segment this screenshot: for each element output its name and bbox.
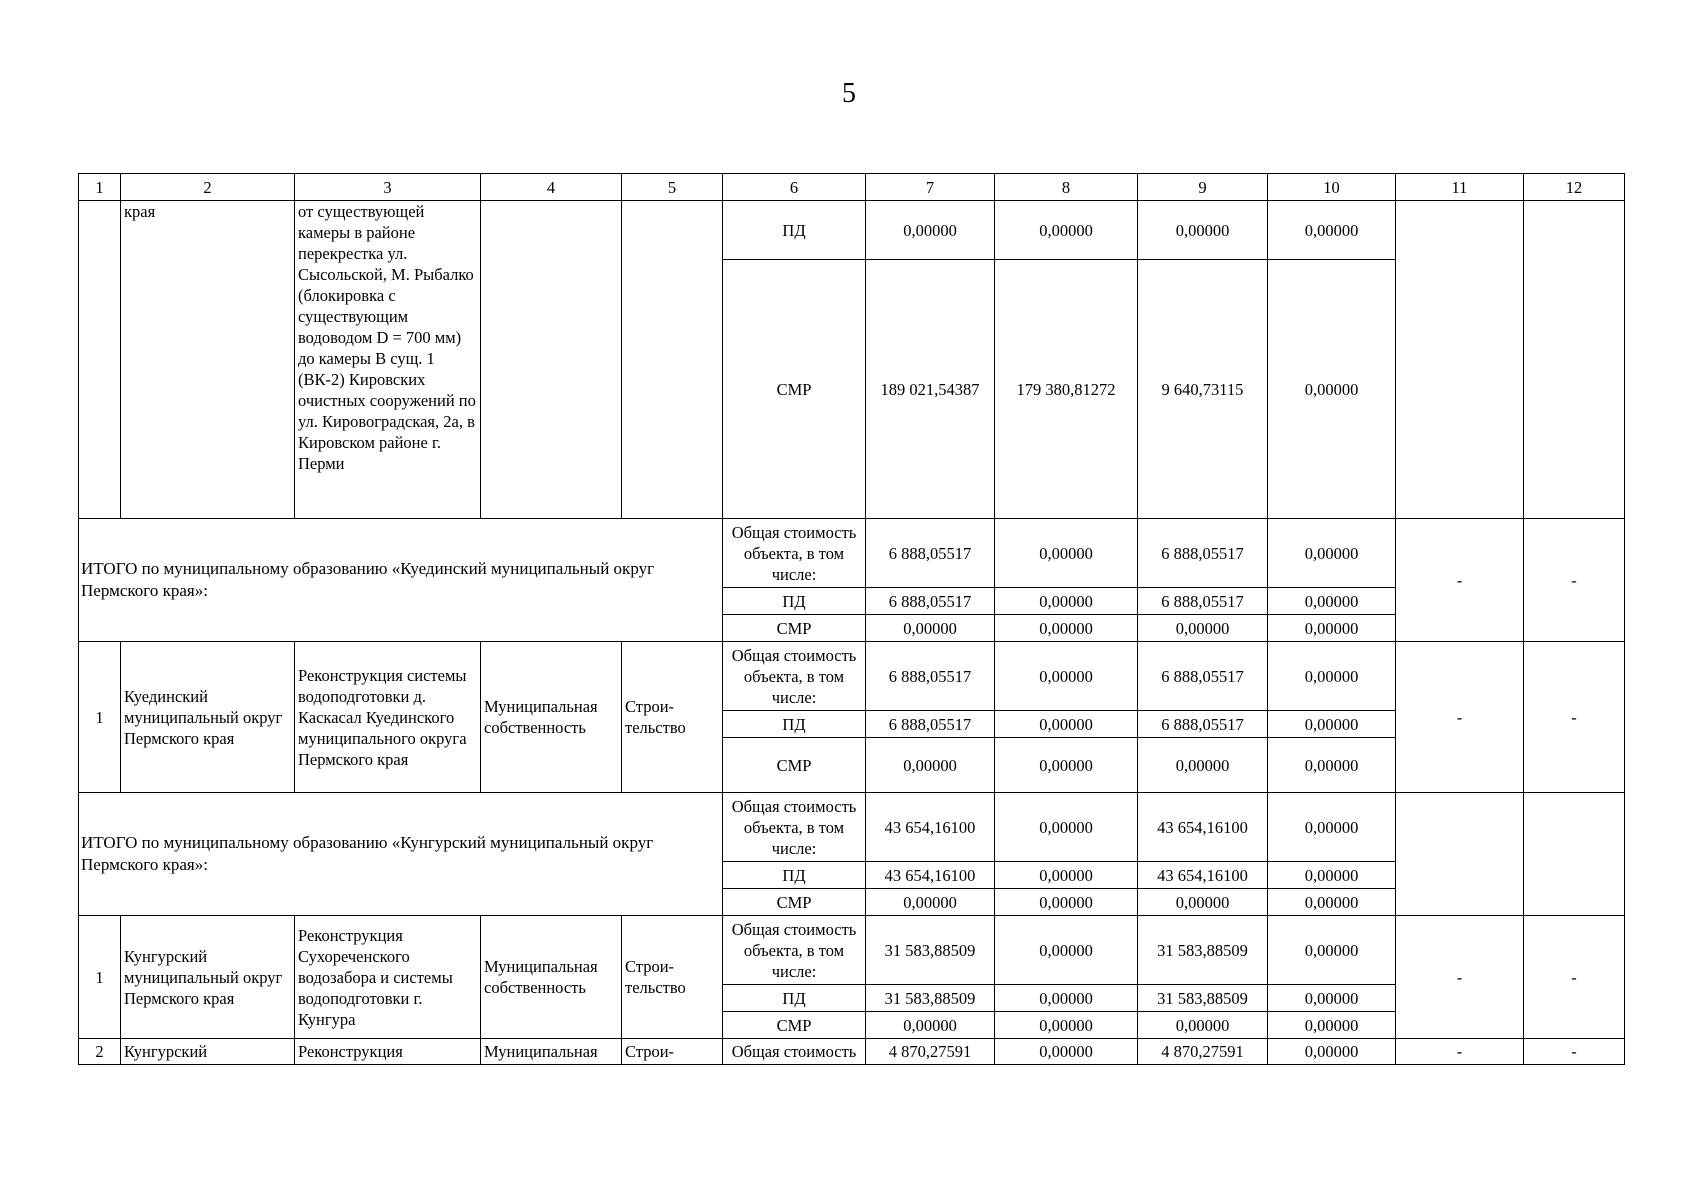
row-number: 2 — [79, 1039, 121, 1065]
ownership-cell: Муниципальная собственность — [481, 916, 622, 1039]
table-row — [79, 916, 1625, 985]
cost-type-label: ПД — [723, 201, 866, 260]
col12-cell: - — [1524, 642, 1625, 793]
col12-cell: - — [1524, 519, 1625, 642]
value-cell: 6 888,05517 — [866, 711, 995, 738]
cell-empty — [1396, 793, 1524, 916]
cell-empty — [79, 201, 121, 519]
value-cell: 6 888,05517 — [866, 642, 995, 711]
col-number: 10 — [1268, 174, 1396, 201]
table-row — [79, 793, 1625, 862]
value-cell: 0,00000 — [1268, 711, 1396, 738]
cell-empty — [622, 201, 723, 519]
value-cell: 0,00000 — [995, 1012, 1138, 1039]
value-cell: 31 583,88509 — [866, 916, 995, 985]
ownership-cell: Муниципальная — [481, 1039, 622, 1065]
budget-table — [78, 173, 1625, 1065]
col12-cell: - — [1524, 916, 1625, 1039]
cost-type-label: СМР — [723, 615, 866, 642]
object-name-cell: Реконструкция системы водоподготовки д. Каскасал Куединского муниципального округа Пермского края — [295, 642, 481, 793]
value-cell: 43 654,16100 — [866, 793, 995, 862]
value-cell: 0,00000 — [866, 738, 995, 793]
value-cell: 0,00000 — [995, 889, 1138, 916]
cell-empty — [1396, 201, 1524, 519]
value-cell: 6 888,05517 — [1138, 711, 1268, 738]
col11-cell: - — [1396, 1039, 1524, 1065]
value-cell: 0,00000 — [1138, 201, 1268, 260]
value-cell: 6 888,05517 — [866, 588, 995, 615]
value-cell: 0,00000 — [1138, 889, 1268, 916]
value-cell: 0,00000 — [1268, 1012, 1396, 1039]
col12-cell: - — [1524, 1039, 1625, 1065]
cell-empty — [481, 201, 622, 519]
object-name-cell: от существующей камеры в районе перекрестка ул. Сысольской, М. Рыбалко (блокировка с существующим водоводом D = 700 мм) до камеры В сущ. 1 (ВК-2) Кировских очистных сооружений по ул. Кировоградская, 2а, в Кировском районе г. Перми — [295, 201, 481, 519]
cost-type-label: Общая стоимость объекта, в том числе: — [723, 793, 866, 862]
value-cell: 0,00000 — [866, 889, 995, 916]
cost-type-label: Общая стоимость объекта, в том числе: — [723, 519, 866, 588]
value-cell: 0,00000 — [1268, 642, 1396, 711]
col-number: 11 — [1396, 174, 1524, 201]
value-cell: 0,00000 — [1268, 588, 1396, 615]
ownership-cell: Муниципальная собственность — [481, 642, 622, 793]
value-cell: 0,00000 — [1268, 615, 1396, 642]
municipality-total-title: ИТОГО по муниципальному образованию «Куединский муниципальный округ Пермского края»: — [79, 519, 723, 642]
cost-type-label: Общая стоимость объекта, в том числе: — [723, 642, 866, 711]
value-cell: 0,00000 — [995, 615, 1138, 642]
col-number: 8 — [995, 174, 1138, 201]
table-row — [79, 642, 1625, 711]
municipality-cell: Кунгурский муниципальный округ Пермского края — [121, 916, 295, 1039]
cost-type-label: ПД — [723, 862, 866, 889]
col-number: 9 — [1138, 174, 1268, 201]
col-number: 5 — [622, 174, 723, 201]
cost-type-label: ПД — [723, 985, 866, 1012]
col-number: 1 — [79, 174, 121, 201]
object-name-cell: Реконструкция Сухореченского водозабора и системы водоподготовки г. Кунгура — [295, 916, 481, 1039]
row-number: 1 — [79, 642, 121, 793]
cost-type-label: ПД — [723, 588, 866, 615]
value-cell: 0,00000 — [1268, 260, 1396, 519]
col-number: 4 — [481, 174, 622, 201]
value-cell: 0,00000 — [995, 916, 1138, 985]
col11-cell: - — [1396, 916, 1524, 1039]
value-cell: 6 888,05517 — [1138, 588, 1268, 615]
value-cell: 179 380,81272 — [995, 260, 1138, 519]
col-number: 3 — [295, 174, 481, 201]
value-cell: 0,00000 — [1268, 201, 1396, 260]
value-cell: 0,00000 — [1268, 889, 1396, 916]
row-number: 1 — [79, 916, 121, 1039]
value-cell: 0,00000 — [995, 588, 1138, 615]
col11-cell: - — [1396, 519, 1524, 642]
value-cell: 0,00000 — [995, 1039, 1138, 1065]
value-cell: 31 583,88509 — [1138, 916, 1268, 985]
value-cell: 0,00000 — [995, 201, 1138, 260]
municipality-cell: края — [121, 201, 295, 519]
object-name-cell: Реконструкция — [295, 1039, 481, 1065]
value-cell: 0,00000 — [1268, 738, 1396, 793]
value-cell: 0,00000 — [995, 793, 1138, 862]
value-cell: 0,00000 — [1268, 519, 1396, 588]
value-cell: 0,00000 — [995, 642, 1138, 711]
value-cell: 0,00000 — [995, 985, 1138, 1012]
table-row — [79, 201, 1625, 260]
work-type-cell: Строи- — [622, 1039, 723, 1065]
col11-cell: - — [1396, 642, 1524, 793]
value-cell: 0,00000 — [866, 615, 995, 642]
col-number: 12 — [1524, 174, 1625, 201]
cell-empty — [1524, 793, 1625, 916]
value-cell: 6 888,05517 — [1138, 519, 1268, 588]
value-cell: 0,00000 — [995, 711, 1138, 738]
cost-type-label: СМР — [723, 1012, 866, 1039]
col-number: 2 — [121, 174, 295, 201]
value-cell: 0,00000 — [995, 862, 1138, 889]
value-cell: 0,00000 — [1138, 1012, 1268, 1039]
value-cell: 9 640,73115 — [1138, 260, 1268, 519]
table-row — [79, 1039, 1625, 1065]
value-cell: 4 870,27591 — [1138, 1039, 1268, 1065]
col-number: 6 — [723, 174, 866, 201]
cost-type-label: СМР — [723, 260, 866, 519]
table-row — [79, 519, 1625, 588]
page-number: 5 — [842, 78, 856, 109]
value-cell: 0,00000 — [1138, 615, 1268, 642]
cell-empty — [1524, 201, 1625, 519]
value-cell: 6 888,05517 — [866, 519, 995, 588]
col-number: 7 — [866, 174, 995, 201]
cost-type-label: СМР — [723, 889, 866, 916]
value-cell: 0,00000 — [1268, 862, 1396, 889]
value-cell: 43 654,16100 — [866, 862, 995, 889]
municipality-cell: Кунгурский — [121, 1039, 295, 1065]
cost-type-label: СМР — [723, 738, 866, 793]
value-cell: 31 583,88509 — [1138, 985, 1268, 1012]
column-number-row — [79, 174, 1625, 201]
value-cell: 0,00000 — [866, 1012, 995, 1039]
value-cell: 31 583,88509 — [866, 985, 995, 1012]
value-cell: 0,00000 — [995, 738, 1138, 793]
value-cell: 0,00000 — [1138, 738, 1268, 793]
work-type-cell: Строи-тельство — [622, 916, 723, 1039]
value-cell: 43 654,16100 — [1138, 793, 1268, 862]
work-type-cell: Строи-тельство — [622, 642, 723, 793]
municipality-cell: Куединский муниципальный округ Пермского края — [121, 642, 295, 793]
value-cell: 189 021,54387 — [866, 260, 995, 519]
value-cell: 6 888,05517 — [1138, 642, 1268, 711]
value-cell: 0,00000 — [1268, 985, 1396, 1012]
value-cell: 0,00000 — [1268, 793, 1396, 862]
value-cell: 0,00000 — [866, 201, 995, 260]
cost-type-label: ПД — [723, 711, 866, 738]
cost-type-label: Общая стоимость — [723, 1039, 866, 1065]
cost-type-label: Общая стоимость объекта, в том числе: — [723, 916, 866, 985]
value-cell: 0,00000 — [995, 519, 1138, 588]
value-cell: 4 870,27591 — [866, 1039, 995, 1065]
value-cell: 0,00000 — [1268, 1039, 1396, 1065]
value-cell: 0,00000 — [1268, 916, 1396, 985]
municipality-total-title: ИТОГО по муниципальному образованию «Кунгурский муниципальный округ Пермского края»: — [79, 793, 723, 916]
value-cell: 43 654,16100 — [1138, 862, 1268, 889]
